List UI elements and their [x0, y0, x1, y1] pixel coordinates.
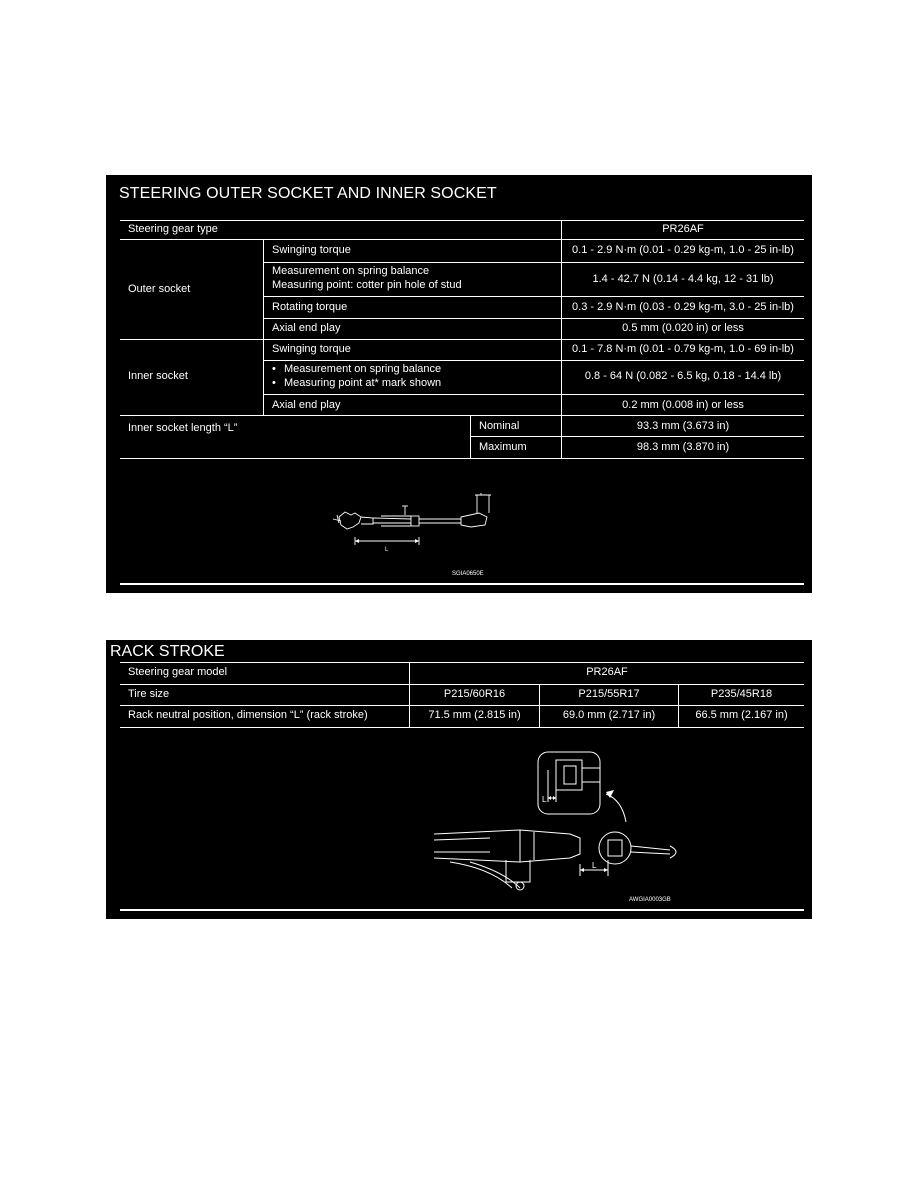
gear-model-label: Steering gear model: [128, 666, 228, 678]
rack-stroke-label: Rack neutral position, dimension “L” (rack stroke): [128, 709, 368, 721]
dimension-L-label: L: [592, 861, 597, 870]
inner-socket-label: Inner socket: [128, 370, 188, 382]
table-rule: [470, 415, 471, 458]
list-bullet: •: [272, 377, 276, 389]
rack-stroke-3: 66.5 mm (2.167 in): [695, 709, 788, 721]
tire-size-2: P215/55R17: [578, 688, 640, 700]
outer-swinging-torque-value: 0.1 - 2.9 N·m (0.01 - 0.29 kg-m, 1.0 - 25 in-lb): [572, 244, 794, 256]
outer-spring-balance-value: 1.4 - 42.7 N (0.14 - 4.4 kg, 12 - 31 lb): [592, 273, 774, 285]
maximum-label: Maximum: [479, 441, 527, 453]
socket-section-title: STEERING OUTER SOCKET AND INNER SOCKET: [119, 185, 497, 202]
dimension-L-label: L: [385, 547, 389, 553]
inner-spring-balance-label: Measurement on spring balance: [284, 363, 442, 375]
gear-type-label: Steering gear type: [128, 223, 218, 235]
outer-rotating-torque-value: 0.3 - 2.9 N·m (0.03 - 0.29 kg-m, 3.0 - 25 in-lb): [572, 301, 794, 313]
panel-bottom-rule: [120, 909, 804, 911]
inner-axial-play-value: 0.2 mm (0.008 in) or less: [622, 399, 744, 411]
inner-measuring-point-label: Measuring point at* mark shown: [284, 377, 442, 389]
table-rule: [120, 415, 804, 416]
table-rule: [263, 296, 804, 297]
inner-swinging-torque-value: 0.1 - 7.8 N·m (0.01 - 0.79 kg-m, 1.0 - 69 in-lb): [572, 343, 794, 355]
table-rule: [120, 458, 804, 459]
rack-stroke-panel: [106, 640, 812, 919]
tie-rod-diagram: [321, 493, 496, 553]
table-rule: [470, 436, 804, 437]
inner-axial-play-label: Axial end play: [272, 399, 341, 411]
inset-L-label: L: [542, 795, 547, 804]
table-rule: [263, 239, 264, 415]
table-rule: [120, 220, 804, 221]
outer-swinging-torque-label: Swinging torque: [272, 244, 351, 256]
table-rule: [263, 360, 804, 361]
inner-swinging-torque-label: Swinging torque: [272, 343, 351, 355]
table-rule: [120, 727, 804, 728]
table-rule: [120, 239, 804, 240]
outer-axial-play-value: 0.5 mm (0.020 in) or less: [622, 322, 744, 334]
nominal-value: 93.3 mm (3.673 in): [636, 420, 730, 432]
outer-rotating-torque-label: Rotating torque: [272, 301, 348, 313]
tire-size-1: P215/60R16: [443, 688, 506, 700]
tire-size-label: Tire size: [128, 688, 170, 700]
table-rule: [263, 318, 804, 319]
rack-section-title: RACK STROKE: [110, 643, 225, 660]
tire-size-3: P235/45R18: [710, 688, 773, 700]
table-rule: [120, 662, 804, 663]
table-rule: [263, 394, 804, 395]
list-bullet: •: [272, 363, 276, 375]
rack-stroke-1: 71.5 mm (2.815 in): [428, 709, 521, 721]
inner-spring-balance-value: 0.8 - 64 N (0.082 - 6.5 kg, 0.18 - 14.4 lb): [584, 370, 782, 382]
gear-type-value: PR26AF: [662, 223, 704, 235]
outer-socket-label: Outer socket: [128, 283, 191, 295]
figure-code: AWGIA0003GB: [629, 897, 671, 903]
table-rule: [120, 705, 804, 706]
table-rule: [263, 262, 804, 263]
table-rule: [120, 684, 804, 685]
rack-stroke-2: 69.0 mm (2.717 in): [562, 709, 656, 721]
figure-code: SGIA0650E: [452, 571, 484, 577]
outer-spring-balance-label: Measurement on spring balance: [272, 265, 430, 277]
rack-stroke-diagram: [430, 742, 690, 892]
inner-socket-length-label: Inner socket length “L”: [128, 422, 238, 434]
table-rule: [120, 339, 804, 340]
panel-bottom-rule: [120, 583, 804, 585]
socket-spec-panel: [106, 175, 812, 593]
gear-model-value: PR26AF: [586, 666, 628, 678]
nominal-label: Nominal: [479, 420, 520, 432]
outer-measuring-point-label: Measuring point: cotter pin hole of stud: [272, 279, 462, 291]
outer-axial-play-label: Axial end play: [272, 322, 341, 334]
maximum-value: 98.3 mm (3.870 in): [636, 441, 730, 453]
